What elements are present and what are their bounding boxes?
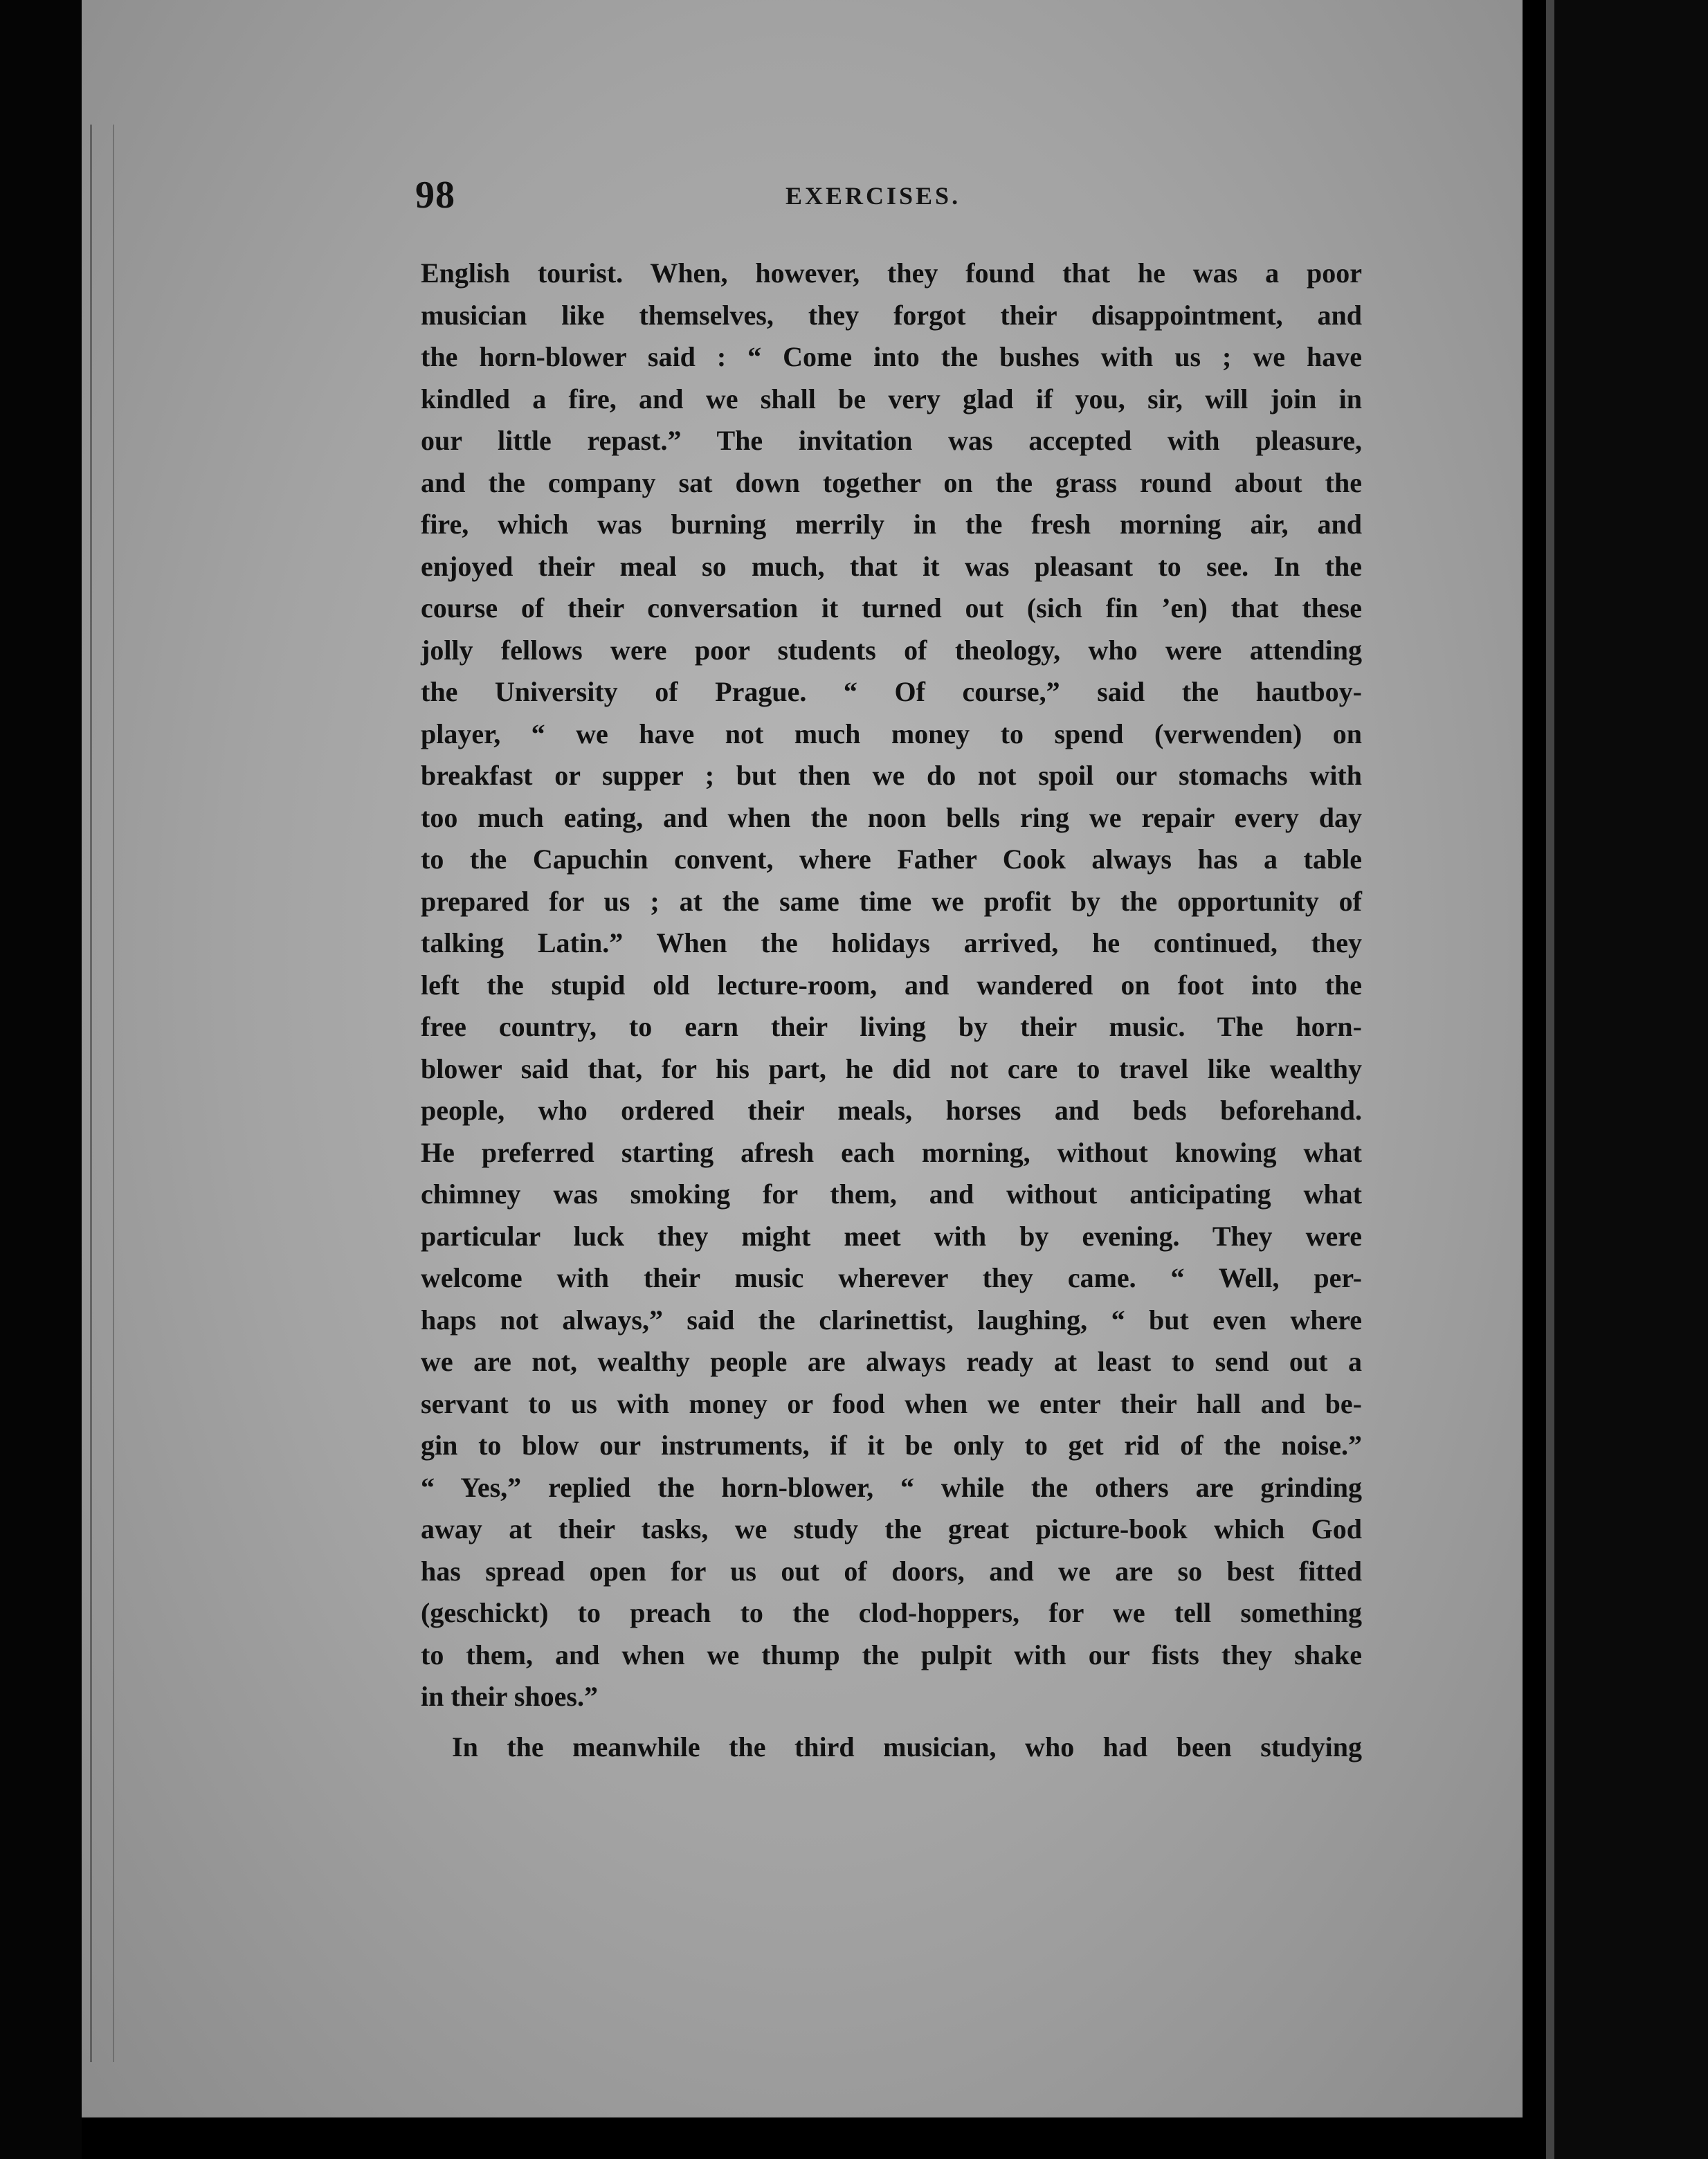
text-line: and the company sat down together on the grass round about the bbox=[421, 466, 1362, 498]
text-line: prepared for us ; at the same time we profit by the opportunity of bbox=[421, 885, 1362, 917]
text-line: to the Capuchin convent, where Father Cook always has a table bbox=[421, 844, 1362, 875]
book-gutter bbox=[1523, 0, 1546, 2159]
text-line: talking Latin.” When the holidays arrived, he continued, they bbox=[421, 927, 1362, 958]
text-line: people, who ordered their meals, horses and beds beforehand. bbox=[421, 1095, 1362, 1126]
text-line: gin to blow our instruments, if it be only to get rid of the noise.” bbox=[421, 1430, 1362, 1461]
running-header bbox=[415, 173, 1523, 215]
text-line: player, “ we have not much money to spend (verwenden) on bbox=[421, 718, 1362, 749]
text-line: has spread open for us out of doors, and we are so best fitted bbox=[421, 1555, 1362, 1587]
facing-page-edge bbox=[1546, 0, 1554, 2159]
text-line: haps not always,” said the clarinettist, laughing, “ but even where bbox=[421, 1304, 1362, 1336]
text-line: our little repast.” The invitation was accepted with pleasure, bbox=[421, 425, 1362, 456]
text-line: kindled a fire, and we shall be very glad if you, sir, will join in bbox=[421, 383, 1362, 415]
text-line: away at their tasks, we study the great picture-book which God bbox=[421, 1513, 1362, 1545]
running-title: EXERCISES. bbox=[785, 182, 961, 210]
text-line: in their shoes.” bbox=[421, 1681, 598, 1712]
page-number: 98 bbox=[415, 174, 455, 217]
text-line: enjoyed their meal so much, that it was pleasant to see. In the bbox=[421, 550, 1362, 582]
text-line: the University of Prague. “ Of course,” said the hautboy- bbox=[421, 676, 1362, 707]
text-line: breakfast or supper ; but then we do not spoil our stomachs with bbox=[421, 760, 1362, 791]
text-line: we are not, wealthy people are always ready at least to send out a bbox=[421, 1346, 1362, 1377]
text-line: the horn-blower said : “ Come into the bushes with us ; we have bbox=[421, 341, 1362, 372]
text-line: (geschickt) to preach to the clod-hoppers, for we tell something bbox=[421, 1597, 1362, 1628]
text-line: to them, and when we thump the pulpit with our fists they shake bbox=[421, 1639, 1362, 1670]
text-line: He preferred starting afresh each morning, without knowing what bbox=[421, 1136, 1362, 1168]
body-text bbox=[421, 253, 1362, 1768]
text-line: left the stupid old lecture-room, and wandered on foot into the bbox=[421, 969, 1362, 1001]
scan-border-bottom bbox=[82, 2117, 1523, 2159]
text-line: jolly fellows were poor students of theology, who were attending bbox=[421, 634, 1362, 666]
text-line: chimney was smoking for them, and without anticipating what bbox=[421, 1178, 1362, 1210]
text-line: welcome with their music wherever they came. “ Well, per- bbox=[421, 1262, 1362, 1293]
text-line: fire, which was burning merrily in the fresh morning air, and bbox=[421, 509, 1362, 540]
paragraph-gap bbox=[421, 1718, 1362, 1727]
text-line: too much eating, and when the noon bells ring we repair every day bbox=[421, 801, 1362, 833]
scan-border-right bbox=[1554, 0, 1708, 2159]
text-line: “ Yes,” replied the horn-blower, “ while the others are grinding bbox=[421, 1471, 1362, 1503]
text-line: course of their conversation it turned out (sich fin ’en) that these bbox=[421, 592, 1362, 623]
page-edge-shadow bbox=[90, 125, 114, 2062]
text-line: particular luck they might meet with by evening. They were bbox=[421, 1220, 1362, 1252]
text-line: musician like themselves, they forgot their disappointment, and bbox=[421, 299, 1362, 331]
text-line: blower said that, for his part, he did not care to travel like wealthy bbox=[421, 1053, 1362, 1084]
paragraph-start-line: In the meanwhile the third musician, who had been studying bbox=[452, 1731, 1362, 1762]
text-line: servant to us with money or food when we enter their hall and be- bbox=[421, 1387, 1362, 1419]
text-line: free country, to earn their living by their music. The horn- bbox=[421, 1011, 1362, 1042]
text-line: English tourist. When, however, they found that he was a poor bbox=[421, 257, 1362, 289]
